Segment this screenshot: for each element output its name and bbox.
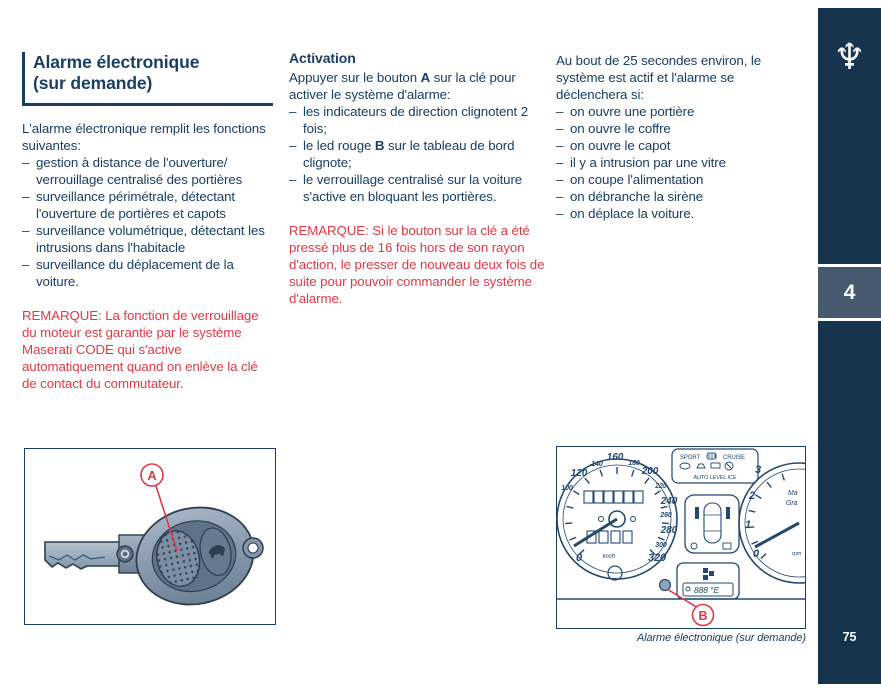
alarm-intro: Au bout de 25 secondes environ, le système est actif et l'alarme se déclenchera si: [556, 53, 762, 102]
list-item-text: il y a intrusion par une vitre [570, 155, 726, 170]
callout-a-label: A [147, 468, 157, 483]
defrost-icon [707, 453, 716, 459]
list-item-text [303, 137, 547, 171]
sport-indicator-label: SPORT [680, 455, 701, 461]
callout-ref-b: B [374, 138, 385, 153]
tacho-label: 2 [748, 490, 756, 502]
list-item-text: on ouvre le coffre [570, 121, 671, 136]
alarm-led [660, 580, 671, 591]
trunk-icon [711, 463, 720, 468]
list-dash: – [22, 155, 30, 170]
door-open-bar-left [695, 507, 699, 519]
auto-level-ice-label: AUTO LEVEL ICE [693, 475, 737, 481]
intro-paragraph: L'alarme électronique remplit les fonctions suivantes: [22, 121, 266, 153]
list-item [22, 188, 273, 222]
tacho-label: 1 [744, 519, 752, 531]
section-heading: Activation [289, 50, 356, 66]
callout-ref-a: A [420, 70, 431, 85]
list-dash: – [556, 206, 564, 221]
speedo-label: 240 [660, 496, 678, 507]
item-text: le led rouge [303, 138, 375, 153]
speedo-label: 260 [660, 512, 672, 519]
speedo-label: 320 [647, 552, 667, 564]
list-item-text: on coupe l'alimentation [570, 172, 704, 187]
list-item-text: on ouvre une portière [570, 104, 695, 119]
intro-text: sur la clé pour activer le système d'alarme: [289, 70, 516, 102]
gear-selector-icon [703, 568, 714, 580]
oil-icon [697, 464, 705, 468]
middle-column [289, 50, 547, 307]
list-dash: – [22, 257, 30, 272]
list-item [556, 137, 806, 154]
list-dash: – [289, 172, 297, 187]
list-item-text: on déplace la voiture. [570, 206, 695, 221]
key-head [127, 497, 262, 615]
list-item-text: surveillance du déplacement de la voiture. [36, 257, 234, 289]
brand-script-line1: Ma [788, 490, 798, 497]
list-item-text: gestion à distance de l'ouverture/ verrouillage centralisé des portières [36, 155, 243, 187]
speedo-label: 160 [606, 452, 624, 463]
key-illustration [24, 448, 276, 625]
chapter-tab [818, 264, 881, 321]
speedo-needle [574, 511, 636, 546]
lift-icon [680, 463, 690, 469]
maserati-trident-icon: ♆ [833, 37, 866, 78]
speedo-label: 220 [655, 483, 667, 490]
list-dash: – [556, 189, 564, 204]
remark-paragraph: REMARQUE: Si le bouton sur la clé a été pressé plus de 16 fois hors de son rayon d'action, le presser de nouveau deux fois de suite pour pouvoir commander le système d'alarme. [289, 223, 545, 306]
speedo-label: 140 [591, 461, 603, 468]
list-item [289, 171, 547, 205]
list-item [289, 137, 547, 171]
intro-text: Appuyer sur le bouton [289, 70, 421, 85]
speedo-label: 120 [570, 468, 588, 479]
list-item [22, 222, 273, 256]
list-item [556, 205, 806, 222]
page-title-line1: Alarme électronique [33, 52, 200, 72]
list-item [556, 171, 806, 188]
multifunction-display [677, 563, 739, 599]
list-item-text: les indicateurs de direction clignotent 2 fois; [303, 104, 529, 136]
speedo-label: 0 [575, 552, 583, 564]
speedo-unit-label: km/h [602, 554, 616, 560]
cluster-drawing [557, 447, 805, 628]
item-text: sur le tableau de bord clignote; [303, 138, 515, 170]
page-number: 75 [842, 630, 857, 644]
list-dash: – [556, 155, 564, 170]
outside-temp-icon [686, 587, 690, 591]
door-open-bar-right [726, 507, 730, 519]
warning-lights-panel [672, 449, 758, 483]
tacho-unit-label: rpm [792, 551, 802, 557]
list-item [556, 103, 806, 120]
key-blade [45, 542, 125, 569]
list-item [556, 154, 806, 171]
cruise-indicator-label: CRUISE [723, 455, 746, 461]
tachometer-ticks [744, 474, 784, 559]
tacho-label: 3 [754, 464, 762, 476]
speedometer-dial [557, 452, 678, 580]
figure-caption: Alarme électronique (sur demande) [636, 632, 806, 644]
list-dash: – [556, 121, 564, 136]
headlamp-icon [726, 463, 732, 469]
list-item [22, 256, 273, 290]
list-dash: – [556, 104, 564, 119]
car-top-view-icon [704, 503, 721, 543]
tacho-needle [755, 523, 799, 547]
speedo-label: 300 [655, 542, 667, 549]
key-logo-emblem [117, 546, 133, 562]
door-status-panel [685, 495, 739, 553]
activation-intro [289, 69, 547, 103]
instrument-cluster-illustration [556, 446, 806, 629]
left-column [22, 52, 273, 392]
chapter-number: 4 [818, 267, 881, 318]
remark-paragraph: REMARQUE: La fonction de verrouillage du moteur est garantie par le système Maserati CODE qui s'active automatiquement quand on enlève la clé de contact du commutateur. [22, 308, 259, 391]
chapter-sidebar [818, 8, 881, 684]
page-title-line2: (sur demande) [33, 73, 153, 93]
list-item-text: surveillance volumétrique, détectant les intrusions dans l'habitacle [36, 223, 265, 255]
display-readout: 888 °E [694, 585, 720, 595]
speedo-label: 280 [660, 525, 678, 536]
speedo-label: 100 [561, 485, 573, 492]
list-dash: – [22, 223, 30, 238]
list-dash: – [556, 138, 564, 153]
list-dash: – [289, 104, 297, 119]
list-item-text: on ouvre le capot [570, 138, 671, 153]
list-item [556, 120, 806, 137]
speedo-label: 180 [628, 460, 640, 467]
speedo-label: 200 [641, 466, 659, 477]
list-item-text: on débranche la sirène [570, 189, 704, 204]
fuel-flap-icon [723, 543, 731, 549]
key-drawing [25, 449, 275, 624]
callout-b-label: B [698, 609, 708, 623]
list-item-text: surveillance périmétrale, détectant l'ouverture de portières et capots [36, 189, 236, 221]
list-dash: – [289, 138, 297, 153]
page-title [22, 52, 273, 106]
list-item [556, 188, 806, 205]
list-dash: – [22, 189, 30, 204]
list-item-text: le verrouillage centralisé sur la voiture s'active en bloquant les portières. [303, 172, 523, 204]
brand-script-line2: Gra [786, 500, 798, 507]
list-item [22, 154, 273, 188]
list-item [289, 103, 547, 137]
right-column [556, 52, 806, 222]
low-fuel-icon [691, 543, 697, 549]
tachometer-dial [739, 463, 805, 583]
tacho-label: 0 [752, 548, 760, 560]
key-ring-hole [243, 538, 263, 558]
list-dash: – [556, 172, 564, 187]
